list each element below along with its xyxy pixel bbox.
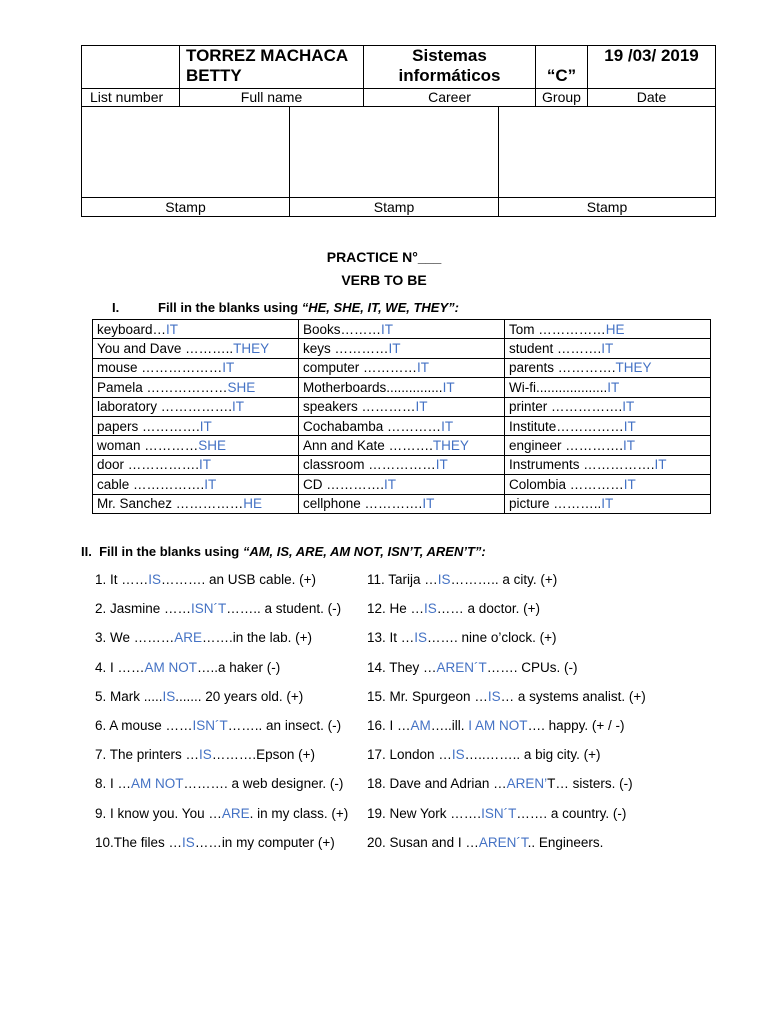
instruction-quote: “AM, IS, ARE, AM NOT, ISN’T, AREN’T”: — [242, 544, 486, 559]
table-cell — [299, 475, 505, 494]
career-label: Career — [364, 89, 536, 107]
sentence-text: ……in my computer (+) — [194, 834, 335, 850]
group-label: Group — [536, 89, 588, 107]
table-cell — [299, 416, 505, 435]
sentence-text: ……….. a city. (+) — [450, 572, 558, 587]
question-text: classroom …………… — [303, 457, 436, 473]
table-row — [93, 339, 711, 358]
exercise-item — [95, 629, 312, 647]
question-text: picture ……….. — [509, 496, 602, 512]
exercise-item — [367, 805, 626, 823]
sentence-text: ……. a country. (-) — [516, 805, 627, 821]
answer-text: IT — [422, 496, 435, 512]
question-text: papers …………. — [97, 418, 200, 434]
table-cell — [93, 397, 299, 416]
question-text: You and Dave ……….. — [97, 341, 234, 357]
question-text: student ………. — [509, 341, 602, 357]
answer-text: HE — [605, 321, 625, 337]
sentence-text: …..a haker (-) — [197, 659, 281, 675]
question-text: Tom …………… — [509, 321, 606, 337]
table-row — [93, 494, 711, 513]
section-2-heading — [81, 544, 486, 559]
question-text: parents …………. — [509, 360, 616, 376]
exercise-item — [367, 717, 624, 735]
answer-text: THEY — [615, 360, 652, 376]
answer-text: SHE — [198, 438, 227, 454]
question-text: Mr. Sanchez …………… — [97, 496, 244, 512]
question-text: mouse ……………… — [97, 360, 223, 376]
table-row — [93, 378, 711, 397]
stamp-label: Stamp — [290, 198, 499, 217]
table-row — [93, 436, 711, 455]
sentence-text: ……. nine o’clock. (+) — [427, 630, 557, 646]
answer-text: IT — [435, 457, 448, 473]
table-cell — [93, 416, 299, 435]
question-text: woman ………… — [97, 438, 199, 454]
answer-text: ISN´T — [191, 601, 227, 617]
answer-text: IT — [199, 457, 212, 473]
answer-text: THEY — [432, 438, 469, 454]
stamp-label: Stamp — [82, 198, 290, 217]
question-text: Institute…………… — [509, 418, 624, 434]
answer-text: ISN´T — [192, 718, 228, 733]
table-cell — [505, 494, 711, 513]
question-text: printer ……………. — [509, 399, 623, 415]
stamp-table — [81, 106, 716, 217]
sentence-text: 1. It …… — [95, 572, 149, 587]
answer-text: I AM NOT — [468, 718, 528, 733]
table-row — [93, 320, 711, 339]
table-cell — [299, 378, 505, 397]
question-text: CD …………. — [303, 476, 384, 492]
answer-text: SHE — [227, 379, 256, 395]
section-number: I. — [112, 300, 120, 315]
question-text: door ……………. — [97, 457, 200, 473]
table-cell — [505, 436, 711, 455]
sentence-text: … a systems analist. (+) — [500, 688, 646, 704]
student-info-table — [81, 45, 716, 107]
sentence-text: 6. A mouse …… — [95, 718, 193, 733]
list-number-value — [82, 46, 180, 89]
question-text: Motherboards............... — [303, 379, 443, 395]
table-cell — [93, 358, 299, 377]
sentence-text: 19. New York ……. — [367, 805, 482, 821]
sentence-text: 7. The printers … — [95, 747, 200, 763]
answer-text: IT — [601, 496, 614, 512]
full-name-label: Full name — [180, 89, 364, 107]
exercise-item — [95, 805, 348, 823]
sentence-text: 20. Susan and I … — [367, 834, 479, 850]
exercise-item — [95, 688, 303, 706]
exercise-item — [95, 571, 316, 589]
question-text: Pamela ……………… — [97, 379, 228, 395]
table-cell — [505, 320, 711, 339]
answer-text: IS — [182, 834, 195, 850]
exercise-item — [95, 746, 315, 764]
table-cell — [505, 358, 711, 377]
question-text: keys ………… — [303, 341, 389, 357]
question-text: keyboard… — [97, 321, 167, 337]
answer-text: IT — [199, 418, 212, 434]
answer-text: IT — [381, 321, 394, 337]
question-text: Instruments ……………. — [509, 457, 655, 473]
sentence-text: T… sisters. (-) — [547, 776, 633, 792]
answer-text: IT — [232, 399, 245, 415]
exercise-item — [367, 834, 603, 852]
sentence-text: …….. an insect. (-) — [227, 718, 342, 733]
topic-title: VERB TO BE — [341, 272, 427, 288]
practice-title: PRACTICE N°___ — [326, 249, 442, 265]
answer-text: IS — [437, 572, 451, 587]
question-text: computer ………… — [303, 360, 418, 376]
exercise-item — [95, 600, 341, 618]
answer-text: IT — [601, 341, 614, 357]
table-cell — [299, 339, 505, 358]
answer-text: IS — [199, 747, 212, 763]
table-cell — [93, 320, 299, 339]
answer-text: IT — [388, 341, 401, 357]
answer-text: AM — [410, 718, 431, 733]
table-cell — [299, 397, 505, 416]
answer-text: IT — [204, 476, 217, 492]
answer-text: AREN´T — [436, 659, 487, 675]
question-text: cellphone …………. — [303, 496, 423, 512]
answer-text: AREN’ — [506, 776, 548, 792]
answer-text: IS — [487, 688, 501, 704]
answer-text: AM NOT — [144, 659, 198, 675]
answer-text: ARE — [221, 805, 250, 821]
sentence-text: 8. I … — [95, 776, 132, 792]
table-row — [93, 475, 711, 494]
sentence-text: .. Engineers. — [527, 834, 604, 850]
exercise-item — [95, 717, 341, 735]
sentence-text: ....... 20 years old. (+) — [175, 688, 304, 704]
stamp-box — [82, 107, 290, 198]
answer-text: ARE — [174, 630, 203, 646]
question-text: laboratory ……………. — [97, 399, 233, 415]
group-value: “C” — [536, 46, 588, 89]
exercise-item — [367, 659, 578, 677]
sentence-text: ………. a web designer. (-) — [183, 776, 344, 792]
table-cell — [299, 455, 505, 474]
table-cell — [93, 475, 299, 494]
question-text: Colombia ………… — [509, 476, 624, 492]
question-text: Wi-fi................... — [509, 379, 608, 395]
question-text: speakers ………… — [303, 399, 416, 415]
sentence-text: 15. Mr. Spurgeon … — [367, 688, 488, 704]
answer-text: IT — [415, 399, 428, 415]
answer-text: IT — [417, 360, 430, 376]
answer-text: IT — [442, 379, 455, 395]
table-row — [93, 397, 711, 416]
question-text: engineer …………. — [509, 438, 624, 454]
answer-text: AM NOT — [131, 776, 184, 792]
sentence-text: 2. Jasmine …… — [95, 601, 192, 617]
stamp-box — [290, 107, 499, 198]
table-cell — [299, 436, 505, 455]
sentence-text: 17. London … — [367, 747, 452, 763]
answer-text: IT — [166, 321, 179, 337]
sentence-text: 16. I … — [367, 718, 411, 733]
section-1-heading — [112, 300, 459, 315]
exercise-item — [95, 834, 335, 852]
answer-text: IT — [623, 418, 636, 434]
exercise-item — [367, 571, 557, 589]
table-cell — [505, 339, 711, 358]
stamp-box — [499, 107, 716, 198]
sentence-text: …..ill. — [430, 718, 469, 733]
sentence-text: …… a doctor. (+) — [436, 601, 540, 617]
table-row — [93, 416, 711, 435]
answer-text: IT — [384, 476, 396, 492]
answer-text: IS — [148, 572, 162, 587]
sentence-text: 9. I know you. You … — [95, 805, 222, 821]
sentence-text: …….. a student. (-) — [226, 601, 342, 617]
full-name-value: TORREZ MACHACA BETTY — [180, 46, 364, 89]
table-cell — [505, 475, 711, 494]
list-number-label: List number — [82, 89, 180, 107]
date-value: 19 /03/ 2019 — [588, 46, 716, 89]
table-cell — [505, 397, 711, 416]
answer-text: THEY — [233, 341, 270, 357]
table-cell — [93, 436, 299, 455]
table-cell — [299, 358, 505, 377]
sentence-text: …..…….. a big city. (+) — [464, 747, 601, 763]
sentence-text: 10.The files … — [95, 834, 183, 850]
answer-text: ISN´T — [481, 805, 517, 821]
sentence-text: 18. Dave and Adrian … — [367, 776, 507, 792]
sentence-text: 5. Mark ..... — [95, 688, 163, 704]
pronoun-table — [92, 319, 711, 514]
sentence-text: …. happy. (+ / -) — [527, 718, 625, 733]
exercise-item — [367, 600, 540, 618]
table-cell — [299, 320, 505, 339]
sentence-text: 13. It … — [367, 630, 415, 646]
sentence-text: …….in the lab. (+) — [202, 630, 312, 646]
table-cell — [93, 455, 299, 474]
table-cell — [505, 455, 711, 474]
answer-text: IT — [222, 360, 235, 376]
table-cell — [93, 339, 299, 358]
answer-text: IT — [441, 418, 454, 434]
table-cell — [93, 378, 299, 397]
sentence-text: ……. CPUs. (-) — [486, 659, 578, 675]
question-text: Ann and Kate ………. — [303, 438, 433, 454]
answer-text: IT — [623, 438, 636, 454]
answer-text: IS — [414, 630, 428, 646]
instruction-quote: “HE, SHE, IT, WE, THEY”: — [301, 300, 459, 315]
question-text: cable ……………. — [97, 476, 205, 492]
table-cell — [505, 416, 711, 435]
table-row — [93, 358, 711, 377]
table-row — [93, 455, 711, 474]
answer-text: AREN´T — [478, 834, 528, 850]
date-label: Date — [588, 89, 716, 107]
sentence-text: 3. We ……… — [95, 630, 175, 646]
sentence-text: 12. He … — [367, 601, 425, 617]
answer-text: IT — [622, 399, 635, 415]
answer-text: IT — [654, 457, 667, 473]
sentence-text: 14. They … — [367, 659, 437, 675]
exercise-item — [367, 688, 646, 706]
answer-text: IT — [623, 476, 636, 492]
exercise-item — [367, 746, 601, 764]
answer-text: HE — [243, 496, 263, 512]
exercise-item — [367, 629, 556, 647]
answer-text: IS — [451, 747, 465, 763]
sentence-text: 4. I …… — [95, 659, 145, 675]
career-value: Sistemas informáticos — [364, 46, 536, 89]
question-text: Books……… — [303, 321, 382, 337]
sentence-text: 11. Tarija … — [367, 572, 438, 587]
question-text: Cochabamba ………… — [303, 418, 442, 434]
answer-text: IS — [424, 601, 437, 617]
stamp-label: Stamp — [499, 198, 716, 217]
exercise-item — [95, 775, 343, 793]
sentence-text: ………. an USB cable. (+) — [161, 572, 316, 587]
table-cell — [505, 378, 711, 397]
answer-text: IT — [607, 379, 620, 395]
instruction-text: Fill in the blanks using — [158, 300, 302, 315]
section-number: II. — [81, 544, 92, 559]
sentence-text: . in my class. (+) — [249, 805, 349, 821]
exercise-item — [367, 775, 633, 793]
answer-text: IS — [162, 688, 176, 704]
table-cell — [299, 494, 505, 513]
table-cell — [93, 494, 299, 513]
sentence-text: ……….Epson (+) — [211, 747, 315, 763]
exercise-item — [95, 659, 280, 677]
instruction-text: Fill in the blanks using — [99, 544, 243, 559]
